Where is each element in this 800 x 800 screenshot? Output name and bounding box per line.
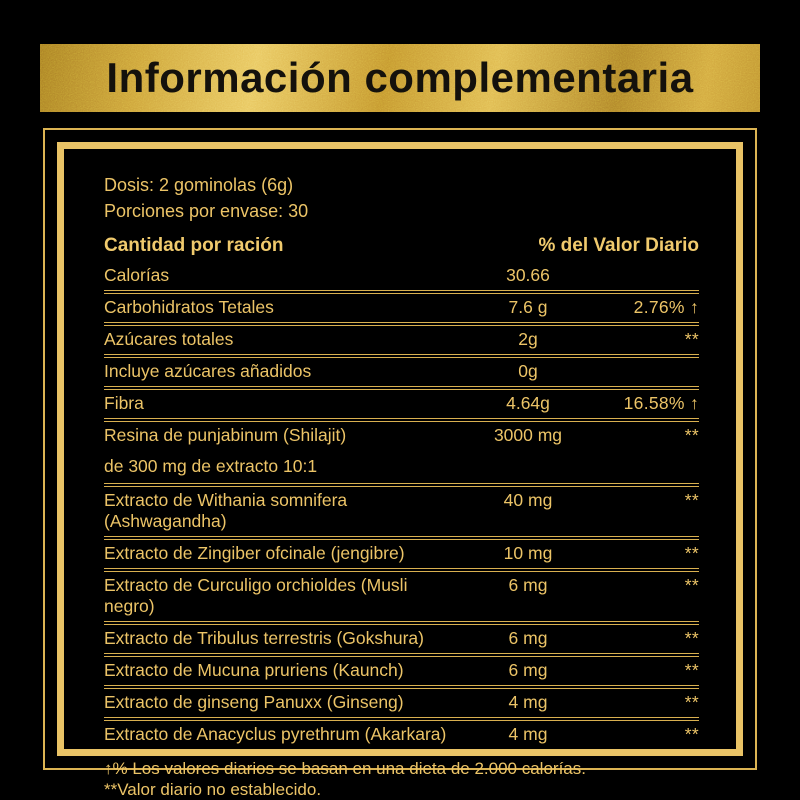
table-row	[104, 294, 699, 322]
footnote-daily-values: ↑% Los valores diarios se basan en una dieta de 2.000 calorías.	[104, 759, 586, 778]
row-subtext: de 300 mg de extracto 10:1	[104, 456, 318, 476]
row-daily-value: 16.58% ↑	[623, 393, 699, 413]
table-row	[104, 390, 699, 418]
row-amount: 2g	[518, 329, 538, 349]
table-rows	[104, 262, 699, 749]
row-name: Carbohidratos Tetales	[104, 297, 274, 317]
row-name-wrap	[104, 692, 453, 713]
row-amount: 0g	[518, 361, 538, 381]
row-amount: 40 mg	[503, 490, 553, 510]
table-row	[104, 572, 699, 621]
row-name-wrap	[104, 425, 453, 479]
serving-info	[104, 172, 699, 224]
table-row	[104, 689, 699, 717]
table-header-row	[104, 231, 699, 262]
row-daily-value: **	[684, 628, 699, 648]
row-name: Fibra	[104, 393, 144, 413]
table-row	[104, 657, 699, 685]
row-name: Extracto de Anacyclus pyrethrum (Akarkara)	[104, 724, 447, 744]
outer-frame	[43, 128, 757, 799]
table-row	[104, 326, 699, 354]
row-amount: 30.66	[506, 265, 550, 285]
page-title: Información complementaria	[106, 54, 694, 101]
row-name-wrap	[104, 543, 453, 564]
row-daily-value: **	[684, 660, 699, 680]
table-row	[104, 422, 699, 483]
table-row	[104, 540, 699, 568]
row-name: Extracto de Withania somnifera (Ashwagandha)	[104, 490, 348, 531]
footnotes	[104, 758, 699, 800]
title-banner	[40, 44, 760, 112]
row-name-wrap	[104, 265, 453, 286]
footnote-not-established: **Valor diario no establecido.	[104, 780, 322, 799]
row-daily-value: **	[684, 543, 699, 563]
amount-header: Cantidad por ración	[104, 235, 284, 256]
row-name: Azúcares totales	[104, 329, 234, 349]
row-name-wrap	[104, 393, 453, 414]
row-amount: 10 mg	[503, 543, 553, 563]
row-name: Calorías	[104, 265, 170, 285]
row-daily-value: **	[684, 575, 699, 595]
row-amount: 6 mg	[508, 575, 548, 595]
row-name: Extracto de Tribulus terrestris (Gokshura)	[104, 628, 424, 648]
row-name: Extracto de Zingiber ofcinale (jengibre)	[104, 543, 405, 563]
dose-line: Dosis: 2 gominolas (6g)	[104, 175, 294, 195]
table-row	[104, 262, 699, 290]
row-amount: 4 mg	[508, 692, 548, 712]
row-amount: 6 mg	[508, 660, 548, 680]
row-amount: 4.64g	[506, 393, 550, 413]
facts-panel	[64, 149, 736, 799]
row-name-wrap	[104, 628, 453, 649]
daily-value-header: % del Valor Diario	[538, 235, 699, 256]
row-amount: 7.6 g	[508, 297, 548, 317]
row-daily-value: **	[684, 692, 699, 712]
row-amount: 4 mg	[508, 724, 548, 744]
table-row	[104, 487, 699, 536]
servings-line: Porciones por envase: 30	[104, 201, 309, 221]
row-name: Resina de punjabinum (Shilajit)	[104, 425, 347, 445]
row-daily-value: **	[684, 490, 699, 510]
row-name-wrap	[104, 575, 453, 617]
table-row	[104, 358, 699, 386]
row-name: Extracto de ginseng Panuxx (Ginseng)	[104, 692, 404, 712]
row-daily-value: 2.76% ↑	[633, 297, 699, 317]
row-daily-value: **	[684, 425, 699, 445]
row-name-wrap	[104, 660, 453, 681]
row-name-wrap	[104, 490, 453, 532]
table-row	[104, 625, 699, 653]
table-row	[104, 721, 699, 749]
row-daily-value: **	[684, 329, 699, 349]
row-name-wrap	[104, 329, 453, 350]
row-daily-value: **	[684, 724, 699, 744]
row-amount: 3000 mg	[493, 425, 563, 445]
row-name-wrap	[104, 724, 453, 745]
row-name-wrap	[104, 297, 453, 318]
row-name-wrap	[104, 361, 453, 382]
row-name: Extracto de Curculigo orchioldes (Musli negro)	[104, 575, 408, 616]
row-name: Incluye azúcares añadidos	[104, 361, 312, 381]
row-amount: 6 mg	[508, 628, 548, 648]
row-name: Extracto de Mucuna pruriens (Kaunch)	[104, 660, 404, 680]
inner-frame	[57, 142, 743, 799]
